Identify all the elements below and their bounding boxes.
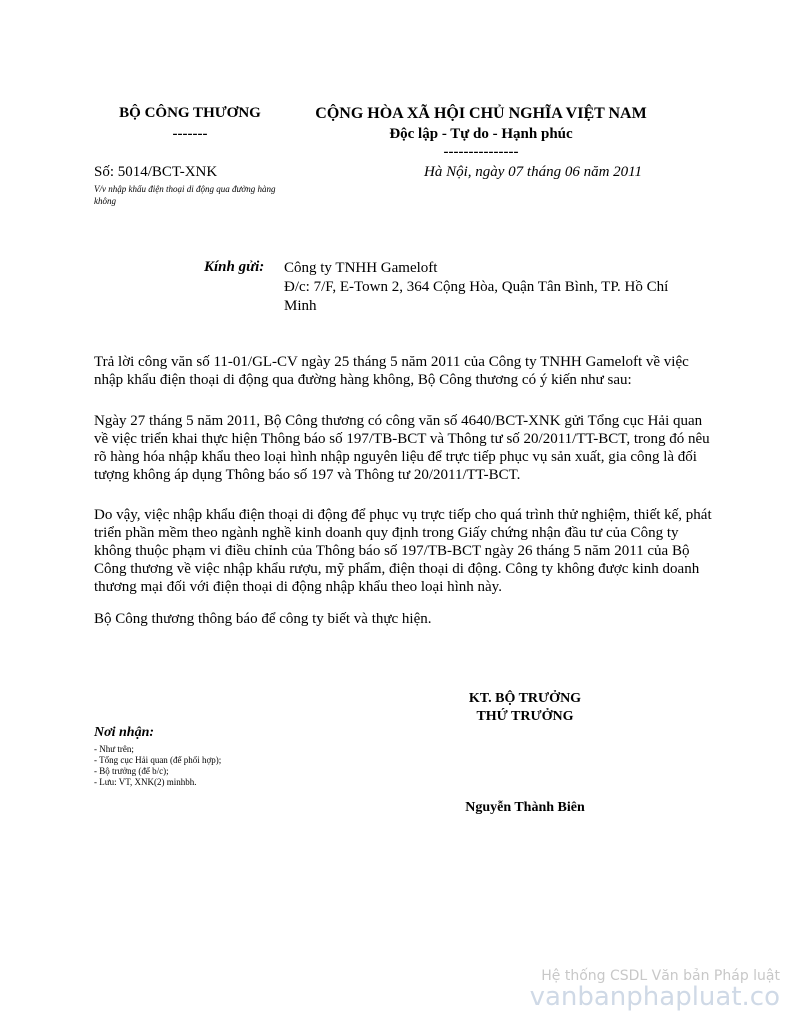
body-paragraph-3: Do vậy, việc nhập khẩu điện thoại di động để phục vụ trực tiếp cho quá trình thử nghiệm, thiết kế, phát triển phần mềm theo ngành nghề kinh doanh quy định trong Giấy chứng nhận đầu tư của Công ty không thuộc phạm vi điều chỉnh của Thông báo số 197/TB-BCT ngày 26 tháng 5 năm 2011 của Bộ Công thương về việc nhập khẩu rượu, mỹ phẩm, điện thoại di động. Công ty không được kinh doanh thương mại đối với điện thoại di động nhập khẩu theo loại hình này. <box>94 507 712 595</box>
document-number: Số: 5014/BCT-XNK <box>94 164 218 180</box>
issuing-agency-block <box>90 103 290 145</box>
watermark-system-text: Hệ thống CSDL Văn bản Pháp luật <box>541 968 780 984</box>
watermark-site-text: vanbanphapluat.co <box>529 982 780 1012</box>
motto-separator: --------------- <box>443 144 519 160</box>
receiver-item: - Như trên; <box>94 744 134 754</box>
national-motto: Độc lập - Tự do - Hạnh phúc <box>389 126 573 142</box>
signature-block <box>440 690 610 726</box>
national-header-block <box>296 103 666 159</box>
recipient-address: Đ/c: 7/F, E-Town 2, 364 Cộng Hòa, Quận Tân Bình, TP. Hồ Chí Minh <box>284 279 669 314</box>
recipient-block <box>284 259 679 316</box>
receivers-title: Nơi nhận: <box>94 725 155 740</box>
document-subject: V/v nhập khẩu điện thoại di động qua đường hàng không <box>94 184 276 206</box>
receiver-item: - Tổng cục Hải quan (để phối hợp); <box>94 755 222 765</box>
issuing-agency-separator: ------- <box>172 126 208 142</box>
receiver-item: - Lưu: VT, XNK(2) minhbh. <box>94 777 197 787</box>
recipient-name: Công ty TNHH Gameloft <box>284 260 438 276</box>
signer-name: Nguyễn Thành Biên <box>465 800 585 815</box>
receiver-item: - Bộ trưởng (để b/c); <box>94 766 169 776</box>
nation-title: CỘNG HÒA XÃ HỘI CHỦ NGHĨA VIỆT NAM <box>315 105 647 122</box>
receivers-list <box>94 744 221 788</box>
body-paragraph-4: Bộ Công thương thông báo để công ty biết và thực hiện. <box>94 611 432 627</box>
document-date: Hà Nội, ngày 07 tháng 06 năm 2011 <box>424 164 643 180</box>
signature-title-2: THỨ TRƯỞNG <box>476 709 574 724</box>
body-paragraph-2: Ngày 27 tháng 5 năm 2011, Bộ Công thương có công văn số 4640/BCT-XNK gửi Tổng cục Hải quan về việc triển khai thực hiện Thông báo số 197/TB-BCT và Thông tư số 20/2011/TT-BCT, trong đó nêu rõ hàng hóa nhập khẩu theo loại hình nhập nguyên liệu để trực tiếp phục vụ sản xuất, gia công là đối tượng không áp dụng Thông báo số 197 và Thông tư 20/2011/TT-BCT. <box>94 413 710 483</box>
issuing-agency: BỘ CÔNG THƯƠNG <box>119 105 261 121</box>
body-paragraph-1: Trả lời công văn số 11-01/GL-CV ngày 25 tháng 5 năm 2011 của Công ty TNHH Gameloft về việc nhập khẩu điện thoại di động qua đường hàng không, Bộ Công thương có ý kiến như sau: <box>94 354 689 388</box>
signature-title-1: KT. BỘ TRƯỞNG <box>468 691 582 706</box>
recipient-label: Kính gửi: <box>204 259 265 275</box>
